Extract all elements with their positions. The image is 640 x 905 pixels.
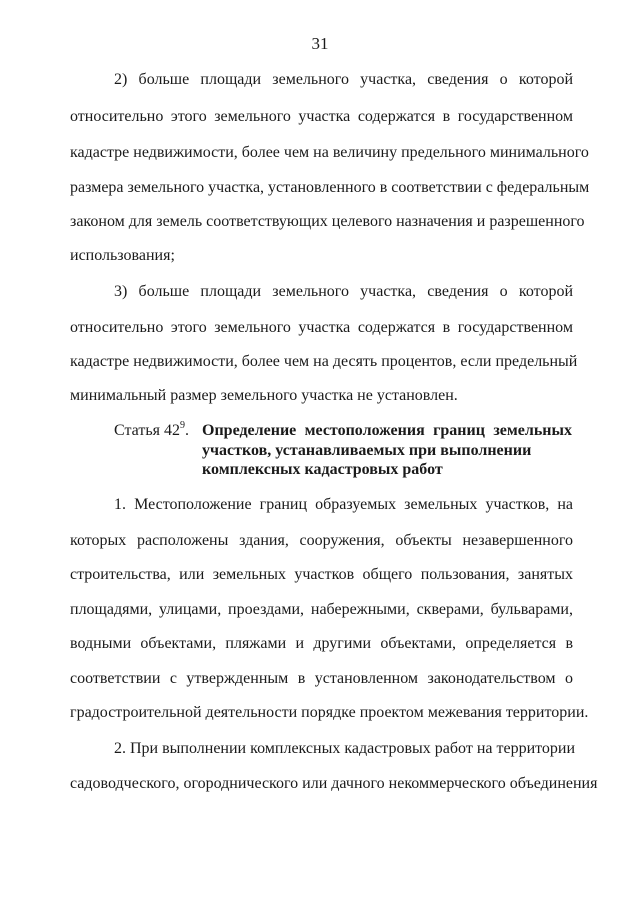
article-label-superscript: 9 bbox=[179, 420, 185, 431]
paragraph-2-line-4: минимальный размер земельного участка не установлен. bbox=[70, 387, 458, 404]
article-title-line-1: Определение местоположения границ земельных bbox=[202, 422, 572, 439]
paragraph-1-line-5: законом для земель соответствующих целевого назначения и разрешенного bbox=[70, 213, 585, 230]
paragraph-4-line-1: 2. При выполнении комплексных кадастровых работ на территории bbox=[114, 740, 576, 757]
article-title-line-2: участков, устанавливаемых при выполнении bbox=[202, 442, 532, 459]
paragraph-2-line-2: относительно этого земельного участка содержатся в государственном bbox=[70, 319, 573, 336]
paragraph-3-line-6: соответствии с утвержденным в установленном законодательством о bbox=[70, 670, 573, 687]
paragraph-2-line-1: 3) больше площади земельного участка, сведения о которой bbox=[114, 283, 573, 300]
paragraph-1-line-1: 2) больше площади земельного участка, сведения о которой bbox=[114, 71, 573, 88]
paragraph-3-line-4: площадями, улицами, проездами, набережными, скверами, бульварами, bbox=[70, 601, 573, 618]
paragraph-3-line-3: строительства, или земельных участков общего пользования, занятых bbox=[70, 566, 573, 583]
article-label-text: Статья 42 bbox=[114, 422, 180, 439]
paragraph-3-line-2: которых расположены здания, сооружения, объекты незавершенного bbox=[70, 532, 573, 549]
paragraph-4-line-2: садоводческого, огороднического или дачного некоммерческого объединения bbox=[70, 775, 598, 792]
page-number: 31 bbox=[311, 34, 329, 53]
paragraph-1-line-6: использования; bbox=[70, 247, 175, 264]
paragraph-2-line-3: кадастре недвижимости, более чем на десять процентов, если предельный bbox=[70, 353, 578, 370]
paragraph-1-line-2: относительно этого земельного участка содержатся в государственном bbox=[70, 108, 573, 125]
article-title-line-3: комплексных кадастровых работ bbox=[202, 461, 443, 478]
article-label bbox=[114, 421, 189, 441]
paragraph-3-line-7: градостроительной деятельности порядке проектом межевания территории. bbox=[70, 704, 589, 721]
paragraph-1-line-4: размера земельного участка, установленного в соответствии с федеральным bbox=[70, 179, 590, 196]
paragraph-1-line-3: кадастре недвижимости, более чем на величину предельного минимального bbox=[70, 144, 589, 161]
paragraph-3-line-5: водными объектами, пляжами и другими объектами, определяется в bbox=[70, 635, 573, 652]
article-label-suffix: . bbox=[184, 422, 189, 439]
paragraph-3-line-1: 1. Местоположение границ образуемых земельных участков, на bbox=[114, 496, 573, 513]
